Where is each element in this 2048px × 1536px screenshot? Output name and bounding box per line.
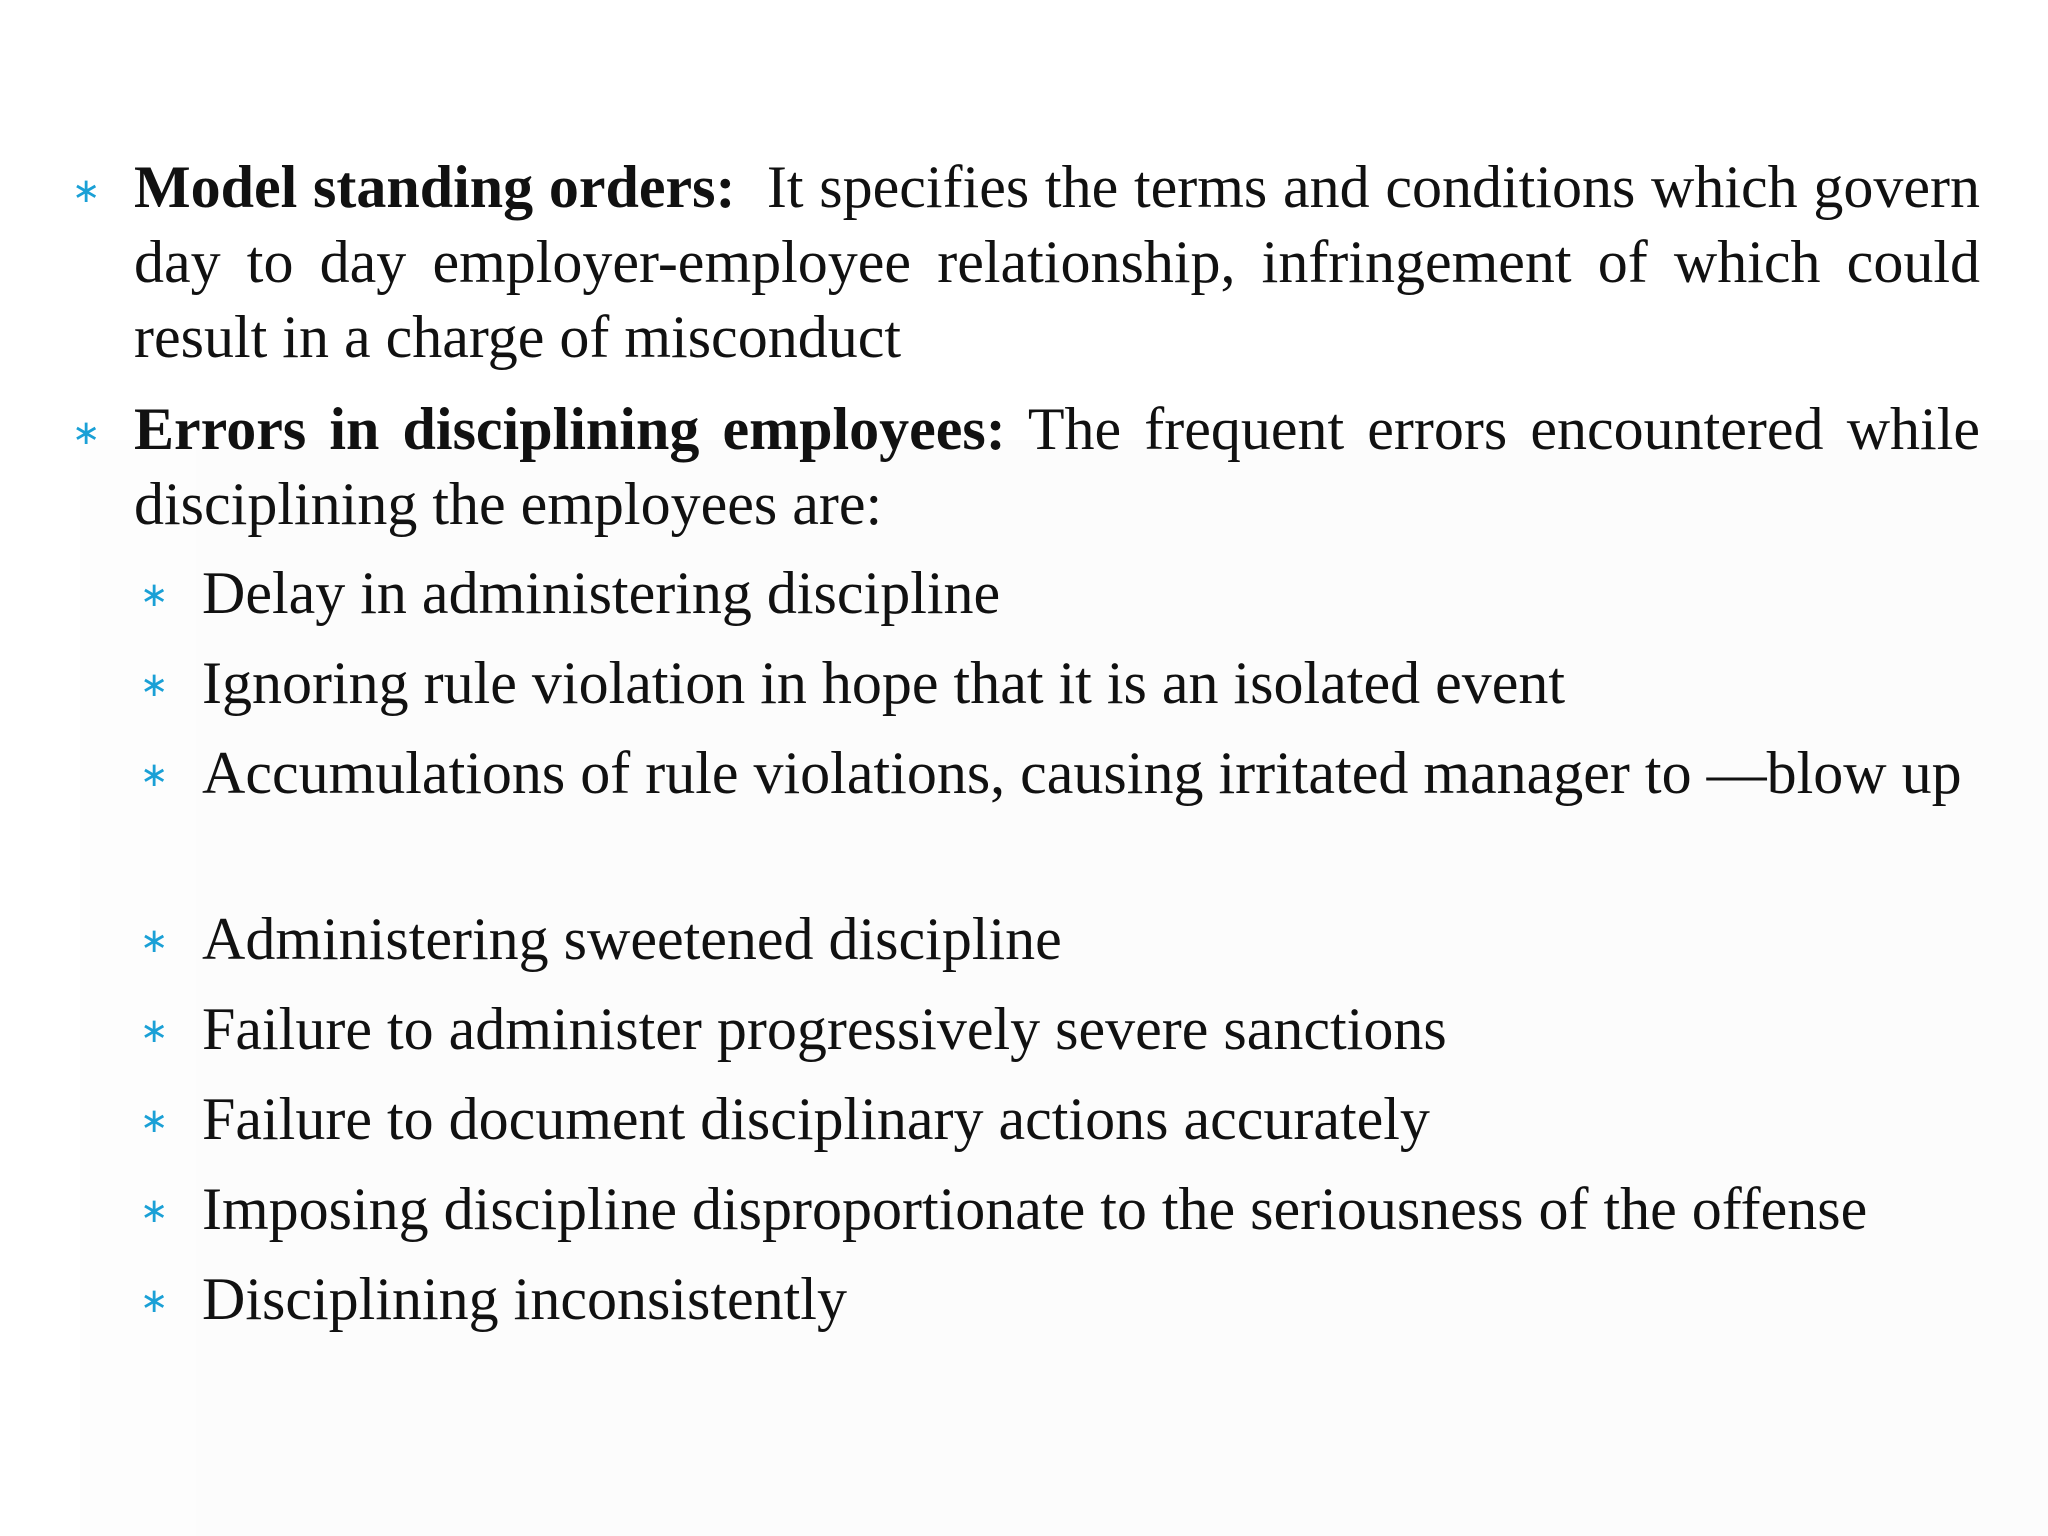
list-item-model-standing-orders <box>134 150 1980 375</box>
sub-list-item: Accumulations of rule violations, causing irritated manager to —blow up <box>202 740 1962 806</box>
item-heading: Model standing orders: <box>134 154 736 220</box>
sub-list-item: Failure to document disciplinary actions accurately <box>202 1086 1430 1152</box>
sub-list-item: Ignoring rule violation in hope that it is an isolated event <box>202 650 1566 716</box>
list-item-errors-in-disciplining <box>134 392 1980 542</box>
sub-bullet-icon: ∗ <box>140 665 169 705</box>
sub-bullet-icon: ∗ <box>140 1101 169 1141</box>
sub-list-item: Disciplining inconsistently <box>202 1266 847 1332</box>
sub-bullet-icon: ∗ <box>140 755 169 795</box>
sub-list-item: Failure to administer progressively severe sanctions <box>202 996 1447 1062</box>
bullet-icon: ∗ <box>72 171 101 211</box>
sub-list-item: Delay in administering discipline <box>202 560 1001 626</box>
sub-bullet-icon: ∗ <box>140 921 169 961</box>
sub-bullet-icon: ∗ <box>140 1011 169 1051</box>
item-heading: Errors in disciplining employees: <box>134 396 1006 462</box>
sub-list-item: Imposing discipline disproportionate to the seriousness of the offense <box>202 1176 1868 1242</box>
bullet-icon: ∗ <box>72 413 101 453</box>
item-text: It specifies the terms and conditions which govern day to day employer-employee relationship, infringement of which could result in a charge of misconduct <box>134 154 1981 370</box>
sub-list-item: Administering sweetened discipline <box>202 906 1062 972</box>
sub-bullet-icon: ∗ <box>140 1191 169 1231</box>
sub-bullet-icon: ∗ <box>140 1281 169 1321</box>
item-text: The frequent errors encountered while disciplining the employees are: <box>134 396 1980 537</box>
sub-bullet-icon: ∗ <box>140 575 169 615</box>
